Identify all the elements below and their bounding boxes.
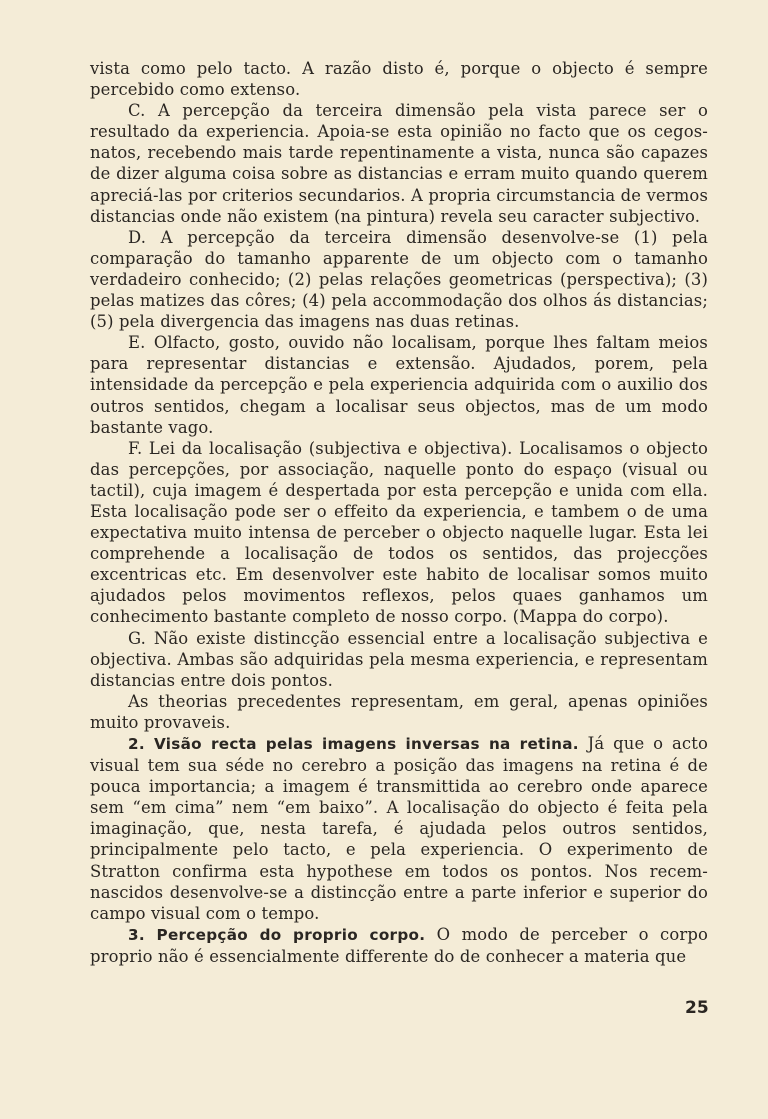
page-body [90, 58, 708, 967]
paragraph-continuation [90, 58, 708, 100]
paragraph-c [90, 100, 708, 227]
paragraph-text: C. A percepção da terceira dimensão pela vista parece ser o resultado da experiencia. Apoia-se esta opinião no facto que os cegos-natos, recebendo mais tarde repentinamente a vista, nunca são capazes de dizer alguma coisa sobre as distancias e erram muito quando querem apreciá-las por criterios secundarios. A propria circumstancia de vermos distancias onde não existem (na pintura) revela seu caracter subjectivo. [90, 101, 709, 226]
section-visao-recta [90, 733, 708, 924]
paragraph-text: As theorias precedentes representam, em geral, apenas opiniões muito provaveis. [90, 691, 708, 732]
paragraph-text: Já que o acto visual tem sua séde no cerebro a posição das imagens na retina é de pouca importancia; a imagem é transmittida ao cerebro onde aparece sem “em cima” nem “em baixo”. A localisação do objecto é feita pela imaginação, que, nesta tarefa, é ajudada pelos outros sentidos, principalmente pelo tacto, e pela experiencia. O experimento de Stratton confirma esta hypothese em todos os pontos. Nos recem-nascidos desenvolve-se a distincção entre a parte inferior e superior do campo visual com o tempo. [90, 734, 708, 923]
paragraph-text: G. Não existe distincção essencial entre a localisação subjectiva e objectiva. Ambas são adquiridas pela mesma experiencia, e representam distancias entre dois pontos. [90, 628, 708, 690]
paragraph-text: E. Olfacto, gosto, ouvido não localisam, porque lhes faltam meios para representar distancias e extensão. Ajudados, porem, pela intensidade da percepção e pela experiencia adquirida com o auxilio dos outros sentidos, chegam a localisar seus objectos, mas de um modo bastante vago. [90, 333, 708, 437]
paragraph-d [90, 227, 708, 332]
section-percepcao-corpo [90, 924, 708, 967]
paragraph-text: O modo de perceber o corpo proprio não é essencialmente differente do de conhecer a materia que [90, 924, 708, 966]
section-heading: 2. Visão recta pelas imagens inversas na retina. [128, 735, 579, 753]
page-number: 25 [685, 998, 709, 1018]
paragraph-text: D. A percepção da terceira dimensão desenvolve-se (1) pela comparação do tamanho apparente de um objecto com o tamanho verdadeiro conhecido; (2) pelas relações geometricas (perspectiva); (3) pelas matizes das côres; (4) pela accommodação dos olhos ás distancias; (5) pela divergencia das imagens nas duas retinas. [90, 227, 708, 332]
paragraph-text: vista como pelo tacto. A razão disto é, porque o objecto é sempre percebido como extenso. [90, 59, 708, 100]
paragraph-f [90, 438, 708, 628]
paragraph-e [90, 332, 708, 437]
paragraph-text: F. Lei da localisação (subjectiva e objectiva). Localisamos o objecto das percepções, por associação, naquelle ponto do espaço (visual ou tactil), cuja imagem é despertada por esta percepção e unida com ella. Esta localisação pode ser o effeito da experiencia, e tambem o de uma expectativa muito intensa de perceber o objecto naquelle lugar. Esta lei comprehende a localisação de todos os sentidos, das projecções excentricas etc. Em desenvolver este habito de localisar somos muito ajudados pelos movimentos reflexos, pelos quaes ganhamos um conhecimento bastante completo de nosso corpo. (Mappa do corpo). [90, 438, 708, 627]
paragraph-theorias [90, 691, 708, 733]
section-heading: 3. Percepção do proprio corpo. [128, 925, 426, 944]
paragraph-g [90, 628, 708, 691]
